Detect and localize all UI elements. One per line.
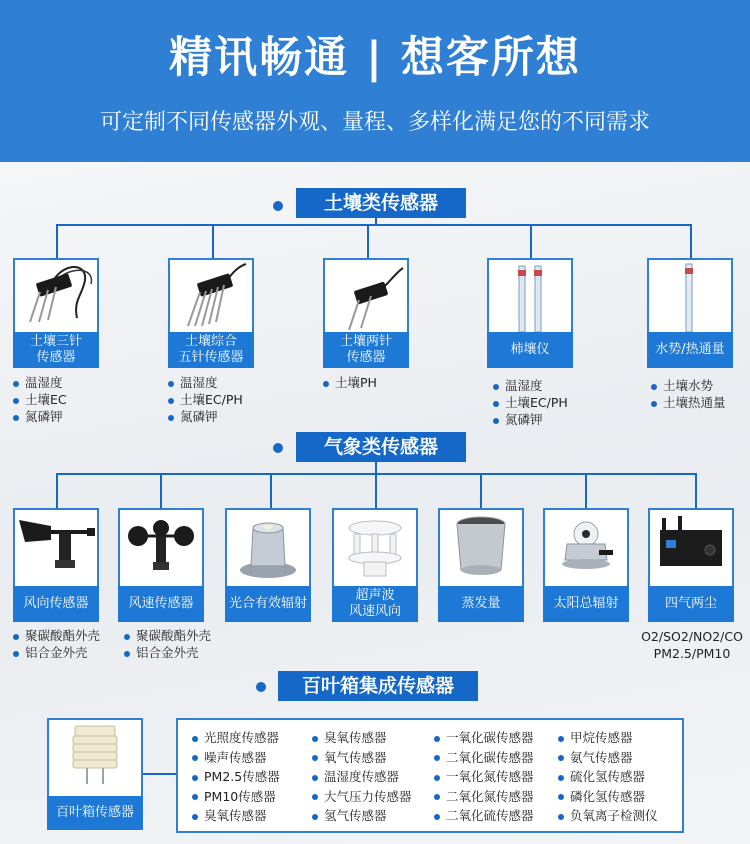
anemometer-icon <box>120 510 202 586</box>
soil-feature-list <box>323 374 377 391</box>
list-item: 甲烷传感器 <box>558 728 658 748</box>
gas-dust-gases: O2/SO2/NO2/CO <box>641 629 743 644</box>
gas-dust-particles: PM2.5/PM10 <box>653 646 731 661</box>
list-item: 土壤热通量 <box>651 394 726 411</box>
list-item: 氢气传感器 <box>312 806 412 826</box>
soil-drop-2 <box>212 224 214 260</box>
list-item: 土壤EC/PH <box>493 394 568 411</box>
weather-card-label: 超声波 风速风向 <box>332 586 418 622</box>
water-potential-probe-icon <box>649 260 731 336</box>
gas-box-icon <box>650 510 732 586</box>
soil-drop-5 <box>690 224 692 260</box>
list-item: 氧气传感器 <box>312 748 412 768</box>
weather-drop <box>585 473 587 509</box>
list-item: 温湿度 <box>13 374 67 391</box>
three-pin-probe-icon <box>15 260 97 336</box>
weather-card-label: 风向传感器 <box>13 586 99 622</box>
list-item: 温湿度 <box>168 374 243 391</box>
weather-drop <box>160 473 162 509</box>
gas-dust-note <box>634 628 750 662</box>
list-item: 负氧离子检测仪 <box>558 806 658 826</box>
list-item: 二氧化硫传感器 <box>434 806 534 826</box>
weather-section-title: 气象类传感器 <box>296 432 466 462</box>
weather-card-pyranometer[interactable] <box>543 508 629 622</box>
shutter-column-2 <box>312 728 412 826</box>
shutter-column-3 <box>434 728 534 826</box>
soil-card-three-pin[interactable] <box>13 258 99 368</box>
soil-drop-4 <box>530 224 532 260</box>
list-item: 二氧化碳传感器 <box>434 748 534 768</box>
list-item: 聚碳酸酯外壳 <box>124 627 211 644</box>
soil-drop-3 <box>367 224 369 260</box>
list-item: 土壤EC/PH <box>168 391 243 408</box>
header-banner <box>0 0 750 162</box>
list-item: 土壤EC <box>13 391 67 408</box>
pyranometer-icon <box>545 510 627 586</box>
shutter-sensor-list <box>176 718 684 833</box>
soil-card-label: 水势/热通量 <box>647 332 733 368</box>
soil-drop-1 <box>56 224 58 260</box>
shutter-box-card[interactable] <box>47 718 143 830</box>
weather-drop <box>375 473 377 509</box>
list-item: 氮磷钾 <box>13 408 67 425</box>
list-item: 温湿度 <box>493 377 568 394</box>
shutter-card-label: 百叶箱传感器 <box>47 796 143 830</box>
soil-card-label: 土壤三针 传感器 <box>13 332 99 368</box>
soil-card-five-pin[interactable] <box>168 258 254 368</box>
weather-card-label: 蒸发量 <box>438 586 524 622</box>
list-item: 二氧化氮传感器 <box>434 787 534 807</box>
shutter-section-title: 百叶箱集成传感器 <box>278 671 478 701</box>
list-item: 氮磷钾 <box>168 408 243 425</box>
weather-drop <box>56 473 58 509</box>
soil-section-title: 土壤类传感器 <box>296 188 466 218</box>
list-item: 臭氧传感器 <box>192 806 280 826</box>
list-item: 大气压力传感器 <box>312 787 412 807</box>
soil-card-label: 土壤综合 五针传感器 <box>168 332 254 368</box>
soil-feature-list <box>493 377 568 428</box>
list-item: 土壤PH <box>323 374 377 391</box>
soil-card-label: 柿壤仪 <box>487 332 573 368</box>
wind-vane-icon <box>15 510 97 586</box>
section-dot-icon <box>273 201 283 211</box>
weather-card-label: 四气两尘 <box>648 586 734 622</box>
section-dot-icon <box>256 682 266 692</box>
weather-card-ultrasonic[interactable] <box>332 508 418 622</box>
weather-card-evaporation[interactable] <box>438 508 524 622</box>
list-item: PM10传感器 <box>192 787 280 807</box>
weather-card-par[interactable] <box>225 508 311 622</box>
soil-feature-list <box>651 377 726 411</box>
weather-feature-list <box>13 627 100 661</box>
soil-connector-h <box>56 224 692 226</box>
weather-drop <box>695 473 697 509</box>
par-sensor-icon <box>227 510 309 586</box>
soil-card-soil-tube[interactable] <box>487 258 573 368</box>
evaporation-bucket-icon <box>440 510 522 586</box>
shutter-connector <box>143 773 176 775</box>
list-item: 土壤水势 <box>651 377 726 394</box>
weather-card-label: 风速传感器 <box>118 586 204 622</box>
weather-card-wind-speed[interactable] <box>118 508 204 622</box>
ultrasonic-wind-icon <box>334 510 416 586</box>
soil-card-label: 土壤两针 传感器 <box>323 332 409 368</box>
list-item: 铝合金外壳 <box>124 644 211 661</box>
weather-feature-list <box>124 627 211 661</box>
list-item: 氮磷钾 <box>493 411 568 428</box>
list-item: 臭氧传感器 <box>312 728 412 748</box>
list-item: 硫化氢传感器 <box>558 767 658 787</box>
list-item: 聚碳酸酯外壳 <box>13 627 100 644</box>
list-item: 一氧化氮传感器 <box>434 767 534 787</box>
five-pin-probe-icon <box>170 260 252 336</box>
list-item: 磷化氢传感器 <box>558 787 658 807</box>
soil-tube-icon <box>489 260 571 336</box>
soil-feature-list <box>13 374 67 425</box>
shutter-column-4 <box>558 728 658 826</box>
weather-drop <box>480 473 482 509</box>
weather-drop <box>270 473 272 509</box>
list-item: 温湿度传感器 <box>312 767 412 787</box>
weather-card-label: 光合有效辐射 <box>225 586 311 622</box>
weather-card-label: 太阳总辐射 <box>543 586 629 622</box>
shutter-column-1 <box>192 728 280 826</box>
list-item: 光照度传感器 <box>192 728 280 748</box>
soil-feature-list <box>168 374 243 425</box>
weather-card-gas-dust[interactable] <box>648 508 734 622</box>
louvered-box-icon <box>49 720 141 796</box>
weather-card-wind-direction[interactable] <box>13 508 99 622</box>
list-item: 一氧化碳传感器 <box>434 728 534 748</box>
list-item: 氨气传感器 <box>558 748 658 768</box>
list-item: 噪声传感器 <box>192 748 280 768</box>
banner-title: 精讯畅通 | 想客所想 <box>169 33 581 83</box>
two-pin-probe-icon <box>325 260 407 336</box>
list-item: PM2.5传感器 <box>192 767 280 787</box>
soil-card-water-potential[interactable] <box>647 258 733 368</box>
section-dot-icon <box>273 443 283 453</box>
list-item: 铝合金外壳 <box>13 644 100 661</box>
soil-card-two-pin[interactable] <box>323 258 409 368</box>
banner-subtitle: 可定制不同传感器外观、量程、多样化满足您的不同需求 <box>99 110 650 135</box>
